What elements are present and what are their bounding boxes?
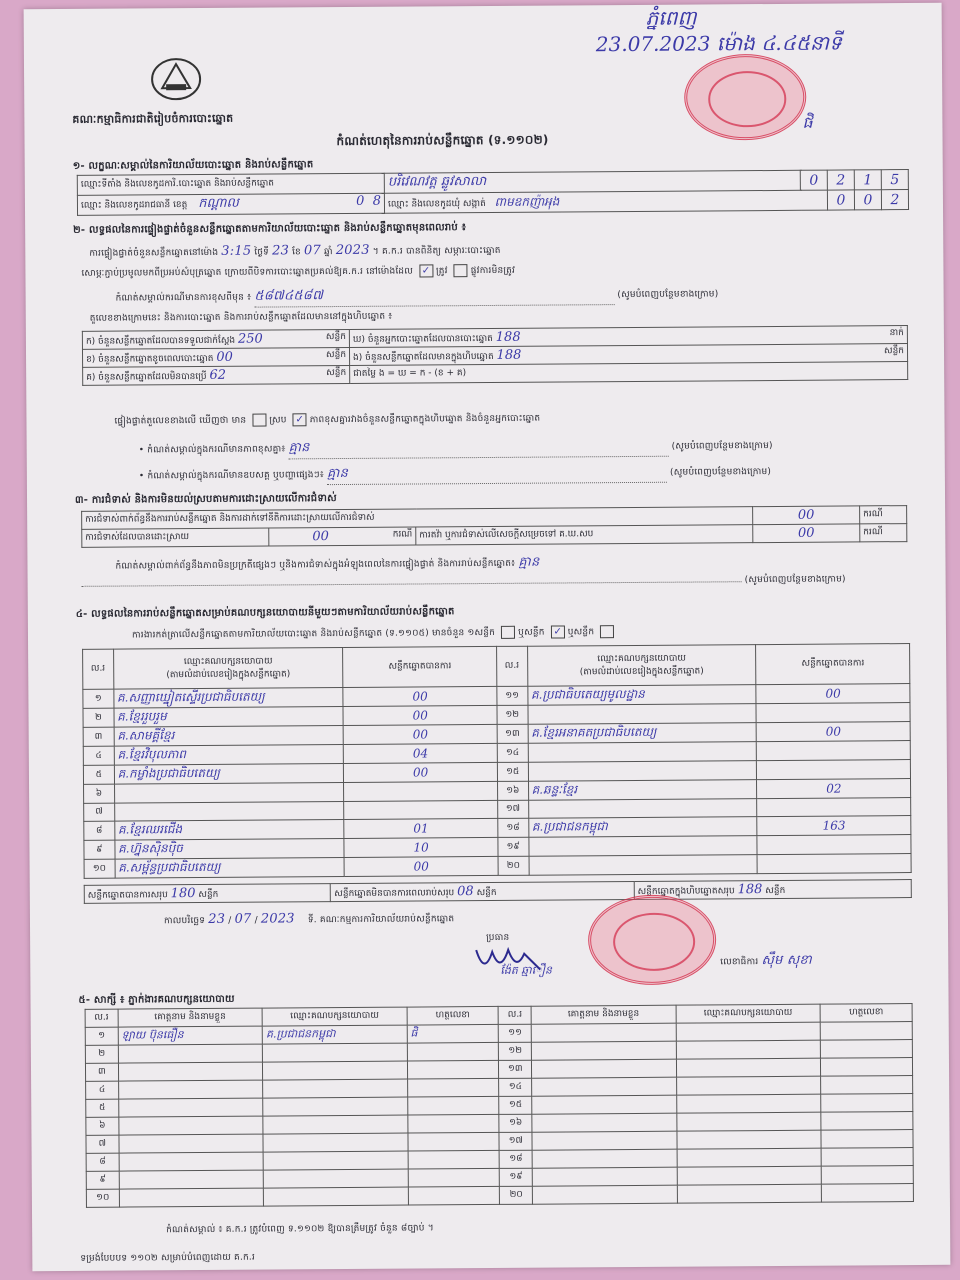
s5-row-no: ៥: [86, 1099, 119, 1117]
s1-row1-value: បរិវេណវត្ត ឆ្លូវសាលា: [384, 170, 800, 193]
s5-row-party: [676, 1022, 821, 1041]
s4-total-box: 188: [737, 881, 763, 897]
s5-row-no: ៧: [86, 1135, 119, 1153]
s5-row-name: [531, 1041, 676, 1060]
s4-sign-label: ទី. គណៈកម្មការការិយាល័យរាប់សន្លឹកឆ្នោត: [307, 914, 455, 926]
s5-row-name: [119, 1116, 264, 1135]
s5-row-party: [263, 1133, 408, 1152]
s4-row-party: [528, 742, 757, 763]
s4-date-label: កាលបរិច្ឆេទ: [163, 915, 206, 927]
count-c-label: គ) ចំនួនសន្លឹកឆ្នោតដែលមិនបានប្រើ: [86, 371, 207, 383]
s4-row-party: គ.សម្ព័ន្ធប្រជាធិបតេយ្យ: [115, 858, 345, 879]
s4-row-votes: 01: [344, 818, 498, 838]
s1-row2-label: ឈ្មោះ និងលេខកូដរាជធានី ខេត្ត: [80, 200, 188, 211]
emblem-logo: [144, 54, 208, 104]
s5-row-name: [531, 1023, 676, 1042]
s5-row-party: [677, 1184, 822, 1203]
s5-row-signature: [821, 1058, 913, 1077]
s5-col-name-left: គោត្តនាម និងនាមខ្លួន: [118, 1008, 263, 1027]
count-b-unit: សន្លឹក: [325, 349, 347, 360]
s5-row-signature: [820, 1022, 912, 1041]
s5-row-party: [263, 1151, 408, 1170]
s3-table: [81, 505, 907, 548]
s5-row-name: [532, 1095, 677, 1114]
s4-row-votes: 04: [344, 743, 498, 763]
s4-col-party-left: ឈ្មោះគណបក្សនយោបាយ: [183, 655, 273, 667]
s5-row-name: [118, 1062, 263, 1081]
s2-note1-value: គ្មាន: [289, 437, 669, 460]
s4-row-votes: 00: [757, 722, 911, 742]
count-a-unit: សន្លឹក: [325, 331, 346, 342]
s4-date-y: 2023: [260, 911, 295, 927]
s4-results-table: [82, 643, 912, 879]
s5-row-signature: [408, 1186, 500, 1205]
s2-opt2-checkbox[interactable]: [454, 264, 468, 277]
s1-code-2: 1: [854, 170, 881, 190]
s4-col-party-sub-left: (តាមលំដាប់លេខរៀងក្នុងសន្លឹកឆ្នោត): [166, 668, 291, 680]
s2-note2-value: គ្មាន: [327, 463, 667, 485]
s4-row-no: ១៥: [497, 762, 528, 781]
s4-row-party: គ.ឆន្ទៈខ្មែរ: [528, 780, 757, 801]
s2-check-opt2-checkbox[interactable]: ✓: [293, 413, 307, 426]
s4-col-party-sub-right: (តាមលំដាប់លេខរៀងក្នុងសន្លឹកឆ្នោត): [579, 665, 704, 677]
form-title: កំណត់ហេតុនៃការរាប់សន្លឹកឆ្នោត (ទ.១១០២): [336, 132, 549, 149]
s5-witness-body: [85, 1022, 913, 1208]
s1-province-value: កណ្តាល: [198, 195, 239, 212]
s1-commune-code-1: 0: [854, 190, 881, 210]
s5-row-no: ១៤: [499, 1078, 532, 1096]
handwritten-datetime: 23.07.2023 ម៉ោង ៤.៤៥នាទី: [595, 30, 842, 57]
s4-row-no: ២: [83, 708, 114, 727]
s4-row-no: ១៨: [498, 818, 529, 837]
s5-col-sig-left: ហត្ថលេខា: [407, 1006, 499, 1025]
s2-seal-label: កំណត់សម្គាល់ករណីមានការខុសពីមុន ៖: [115, 292, 252, 304]
s4-row-no: ១៩: [498, 837, 529, 856]
s3-note-label: កំណត់សម្គាល់ពាក់ព័ន្ធនឹងភាពមិនប្រក្រតីផ្សេងៗ ឬនិងការជំទាស់ក្នុងអំឡុងពេលនៃការផ្ទៀងផ្ទាត់ និងការរាប់សន្លឹកឆ្នោត៖: [115, 558, 516, 572]
s5-row-name: [532, 1185, 677, 1204]
s4-row-no: ៨: [84, 821, 115, 840]
s4-sub: [132, 625, 617, 642]
s4-row-votes: [757, 835, 911, 855]
s2-note2-label: • កំណត់សម្គាល់ក្នុងករណីមានឧបសគ្គ ឬបញ្ហាផ្សេងៗ៖: [138, 470, 324, 482]
count-d-label: ឃ) ចំនួនអ្នកបោះឆ្នោតដែលបានបោះឆ្នោត: [352, 333, 493, 345]
s4-row-party: គ.ប្រជាធិបតេយ្យមូលដ្ឋាន: [527, 685, 756, 706]
count-c-value: 62: [209, 367, 227, 383]
s4-row-party: គ.ខ្មែររួបរួម: [114, 707, 344, 728]
s3-hint: (សូមបំពេញបន្ថែមខាងក្រោម): [744, 574, 846, 586]
s5-row-signature: [821, 1148, 913, 1167]
count-b-label: ខ) ចំនួនសន្លឹកឆ្នោតខូចពេលបោះឆ្នោត: [86, 353, 214, 365]
s5-row-name: [119, 1188, 264, 1207]
s4-total-box-label: សន្លឹកឆ្នោតក្នុងហិបឆ្នោតសរុប: [637, 885, 735, 897]
s5-col-party-left: ឈ្មោះគណបក្សនយោបាយ: [262, 1007, 407, 1026]
s4-totals: [84, 879, 912, 904]
handwritten-place: ភ្នំពេញ: [645, 5, 697, 30]
s4-row-no: ៦: [84, 784, 115, 803]
s2-day-label: ថ្ងៃទី: [254, 247, 270, 258]
s5-row-name: [532, 1077, 677, 1096]
s4-col-votes-right: សន្លឹកឆ្នោតបានការ: [756, 644, 910, 685]
s3-row2b-label: ការតវ៉ា ឬការជំទាស់លើសេចក្តីសម្រេចទៅ គ.ឃ.សប: [416, 525, 753, 545]
s3-row1-unit: ករណី: [860, 506, 907, 524]
footer-note: កំណត់សម្គាល់ ៖ គ.ក.រ ត្រូវបំពេញ ទ.១១០២ ឱ្យបានត្រឹមត្រូវ ចំនួន ៨ច្បាប់ ។: [166, 1223, 434, 1236]
s5-row-no: ១១: [499, 1024, 532, 1042]
s4-row-votes: [757, 798, 911, 817]
secretary-name: ស៊ឹម សុខា: [761, 952, 813, 969]
s1-province-code-1: 8: [372, 193, 382, 209]
count-e-unit: សន្លឹក: [883, 345, 905, 356]
s4-sub-text: ការងារកត់ត្រាលើសន្លឹកឆ្នោតតាមការិយាល័យបោះឆ្នោត និងរាប់សន្លឹកឆ្នោត (ទ.១១០៥) មានចំនួន ១សន្លឹក: [131, 627, 496, 641]
s2-line1-post: ។ គ.ក.រ បានពិនិត្យ សម្ភារៈបោះឆ្នោត: [372, 245, 501, 257]
s5-row-name: [532, 1167, 677, 1186]
s2-seal-value: ៥៨៧៤៥៨៧: [254, 285, 614, 308]
s4-total-valid-label: សន្លឹកឆ្នោតបានការសរុប: [87, 889, 168, 901]
s5-row-party: [263, 1169, 408, 1188]
s2-hint-1: (សូមបំពេញបន្ថែមខាងក្រោម): [617, 289, 719, 301]
s5-row-signature: ផិ: [407, 1024, 499, 1043]
s5-row-party: [263, 1079, 408, 1098]
s5-row-party: [677, 1130, 822, 1149]
s5-col-name-right: គោត្តនាម និងនាមខ្លួន: [531, 1005, 676, 1024]
s5-row-signature: [408, 1114, 500, 1133]
s1-commune-label: ឈ្មោះ និងលេខកូដឃុំ សង្កាត់: [387, 198, 486, 210]
s4-row-no: ៥: [83, 765, 114, 784]
s5-col-party-right: ឈ្មោះគណបក្សនយោបាយ: [676, 1004, 821, 1023]
s4-total-invalid: 08: [457, 883, 474, 899]
s4-row-party: [528, 836, 757, 857]
section1-heading: ១- លក្ខណៈសម្គាល់នៃការិយាល័យបោះឆ្នោត និងរាប់សន្លឹកឆ្នោត: [72, 159, 314, 172]
s4-row-votes: 10: [344, 837, 498, 857]
section5-heading: ៥- សាក្សី ៖ ភ្នាក់ងារគណបក្សនយោបាយ: [78, 993, 235, 1006]
s5-row-no: ១៣: [499, 1060, 532, 1078]
s3-row2b-unit: ករណី: [860, 524, 907, 542]
s2-check-opt2: ភាពខុសគ្នារវាងចំនួនសន្លឹកឆ្នោតក្នុងហិបឆ្នោត និងចំនួនអ្នកបោះឆ្នោត: [309, 413, 541, 426]
s5-row-no: ១៩: [500, 1168, 533, 1186]
handwritten-initials: ផិ: [802, 112, 813, 132]
s5-row-signature: [821, 1184, 913, 1203]
s5-row-name: [119, 1134, 264, 1153]
secretary-label: លេខាធិការ: [720, 957, 759, 968]
section1-table: [77, 169, 909, 216]
s2-line1-pre: ការផ្ទៀងផ្ទាត់ចំនួនសន្លឹកឆ្នោតនៅម៉ោង: [89, 247, 219, 259]
s4-date-line: កាលបរិច្ឆេទ 23 / 07 / 2023 ទី. គណៈកម្មការការិយាល័យរាប់សន្លឹកឆ្នោត: [163, 911, 455, 927]
section4-heading: ៤- លទ្ធផលនៃការរាប់សន្លឹកឆ្នោតសម្រាប់គណបក្សនយោបាយនីមួយៗតាមការិយាល័យរាប់សន្លឹកឆ្នោត: [75, 606, 455, 620]
s2-note2: [139, 462, 771, 486]
s5-col-no-left: ល.រ: [85, 1009, 118, 1027]
s4-row-party: [529, 855, 758, 876]
s4-total-valid-unit: សន្លឹក: [198, 889, 219, 900]
s1-commune-code-0: 0: [827, 190, 854, 210]
s5-row-no: ១២: [499, 1042, 532, 1060]
s5-row-signature: [821, 1094, 913, 1113]
s5-row-party: [263, 1115, 408, 1134]
s3-row1-label: ការជំទាស់ពាក់ព័ន្ធនឹងការរាប់សន្លឹកឆ្នោត និងការដាក់ទៅនីតិការដោះស្រាយលើការជំទាស់: [82, 507, 753, 530]
s4-row-party: គ.សាមគ្គីខ្មែរ: [114, 726, 344, 747]
s5-col-no-right: ល.រ: [499, 1006, 532, 1024]
s3-row1-value: 00: [753, 506, 860, 525]
s5-row-name: ឡាយ ប៊ុនធឿន: [118, 1026, 263, 1045]
s2-opt1-label: ត្រូវ: [436, 266, 448, 277]
s5-row-no: ១៥: [499, 1096, 532, 1114]
s4-opt0-checkbox[interactable]: [501, 626, 515, 639]
s1-code-3: 5: [881, 170, 908, 190]
s4-row-no: ៣: [83, 727, 114, 746]
s5-row-party: គ.ប្រជាជនកម្ពុជា: [262, 1025, 407, 1044]
count-a-label: ក) ចំនួនសន្លឹកឆ្នោតដែលបានទទួលជាក់ស្តែង: [85, 335, 236, 347]
s4-row-votes: 00: [344, 724, 498, 744]
s4-row-votes: [758, 854, 912, 874]
s4-date-m: 07: [234, 911, 252, 927]
s4-row-no: ១០: [84, 859, 115, 878]
s2-seal-line: [116, 284, 719, 308]
s5-row-signature: [821, 1166, 913, 1185]
s4-row-no: ៤: [83, 746, 114, 765]
s5-row-no: ១៦: [499, 1114, 532, 1132]
s5-row-no: ២: [85, 1045, 118, 1063]
s4-row-no: ១: [83, 689, 114, 708]
s4-row-votes: 163: [757, 816, 911, 836]
section3-heading: ៣- ការជំទាស់ និងការមិនយល់ស្របតាមការដោះស្រាយលើការជំទាស់: [74, 493, 337, 506]
s5-row-no: ៨: [86, 1153, 119, 1171]
s3-note: [115, 554, 539, 576]
footer-form: ទម្រង់បែបបទ ១១០២ សម្រាប់បំពេញដោយ គ.ក.រ: [80, 1252, 256, 1264]
s3-row2-value: 00: [312, 529, 329, 545]
s4-row-votes: 00: [343, 705, 497, 725]
s4-col-no-left: ល.រ: [83, 649, 114, 689]
s4-opt2-label: ឬសន្លឹក: [567, 627, 595, 638]
s2-line2-text: សោម្ភៈភ្ជាប់ប្រមូលមកពីប្រអប់សំបុត្រឆ្នោត ក្រោយពីបិទការបោះឆ្នោតប្រគល់ឱ្យគ.ក.រ នៅម៉ោងដែល: [81, 266, 414, 279]
s1-code-1: 2: [827, 170, 854, 190]
s4-col-no-right: ល.រ: [497, 646, 528, 686]
s5-row-party: [676, 1040, 821, 1059]
s4-row-votes: [756, 703, 910, 723]
count-a-value: 250: [237, 331, 263, 347]
s4-row-votes: 00: [344, 762, 498, 782]
s5-row-signature: [821, 1076, 913, 1095]
s3-row2-unit: ករណី: [392, 529, 413, 540]
s4-row-party: [528, 761, 757, 782]
president-label: ប្រធាន: [486, 932, 510, 944]
s4-row-no: ៧: [84, 803, 115, 821]
s1-commune-value: ពាមឧកញ៉ាអុង: [494, 193, 560, 209]
s2-check-opt1-checkbox[interactable]: [252, 414, 266, 427]
s1-code-0: 0: [800, 170, 827, 190]
official-stamp-bottom: [588, 894, 717, 985]
s2-counts-table: [82, 325, 908, 386]
committee-name: គណៈកម្មាធិការជាតិរៀបចំការបោះឆ្នោត: [72, 111, 234, 126]
s4-row-party: [528, 704, 757, 725]
s5-row-no: ៦: [86, 1117, 119, 1135]
s4-opt1-label: ឬសន្លឹក: [518, 627, 545, 638]
s4-row-party: គ.ហ្វ៊ុនស៊ិនប៉ិច: [115, 839, 345, 860]
s2-hint-3: (សូមបំពេញបន្ថែមខាងក្រោម): [670, 467, 772, 478]
s5-row-party: [676, 1058, 821, 1077]
s4-row-votes: [344, 800, 498, 819]
president-name: ង៉ែត ឆ្មាឿន: [500, 963, 552, 977]
s4-total-invalid-label: សន្លឹកឆ្នោតមិនបានការពេលរាប់សរុប: [334, 887, 455, 899]
s5-row-name: [118, 1098, 263, 1117]
s2-subhead: តួលេខខាងក្រោមនេះ និងការបោះឆ្នោត និងការរាប់សន្លឹកឆ្នោតដែលមាននៅក្នុងហិបឆ្នោត ៖: [89, 311, 393, 324]
s5-row-signature: [407, 1042, 499, 1061]
s3-row2-label: ការជំទាស់ដែលបានដោះស្រាយ: [82, 528, 269, 547]
s5-row-no: ៣: [85, 1063, 118, 1081]
s5-row-signature: [407, 1096, 499, 1115]
s2-line2: [81, 264, 515, 281]
s4-row-votes: 00: [344, 856, 498, 876]
s1-commune-code-2: 2: [881, 190, 908, 210]
s4-row-no: ១៦: [497, 781, 528, 800]
s4-row-no: ៩: [84, 840, 115, 859]
s4-row-no: ១៧: [498, 800, 529, 818]
s5-row-party: [263, 1061, 408, 1080]
s5-row-signature: [820, 1040, 912, 1059]
s4-row-no: ១២: [497, 705, 528, 724]
official-stamp-top: [684, 54, 807, 141]
s5-row-party: [677, 1148, 822, 1167]
s2-year: 2023: [335, 242, 370, 259]
section2-heading: ២- លទ្ធផលនៃការផ្ទៀងផ្ទាត់ចំនួនសន្លឹកឆ្នោតតាមការិយាល័យបោះឆ្នោត និងរាប់សន្លឹកឆ្នោតមុនពេលរាប់ ៖: [73, 222, 467, 236]
s4-row-party: គ.ប្រជាជនកម្ពុជា: [528, 817, 757, 838]
s2-month-label: ខែ: [292, 247, 301, 258]
s5-row-signature: [407, 1078, 499, 1097]
s2-time: 3:15: [221, 243, 252, 259]
s5-row-party: [676, 1112, 821, 1131]
count-d-unit: នាក់: [889, 327, 904, 338]
count-e-label: ង) ចំនួនសន្លឹកឆ្នោតដែលមានក្នុងហិបឆ្នោត: [353, 351, 494, 363]
s5-row-no: ២០: [500, 1186, 533, 1204]
s4-total-valid: 180: [170, 885, 196, 901]
s4-row-party: គ.ខ្មែរឈរជើង: [114, 820, 344, 841]
s4-row-votes: [757, 741, 911, 761]
s5-row-name: [532, 1131, 677, 1150]
s4-row-votes: 00: [756, 684, 910, 704]
s4-col-votes-left: សន្លឹកឆ្នោតបានការ: [343, 646, 497, 687]
s5-row-party: [263, 1043, 408, 1062]
s4-row-party: គ.កម្លាំងប្រជាធិបតេយ្យ: [114, 764, 344, 785]
s2-check-text: ផ្ទៀងផ្ទាត់តួលេខខាងលើ ឃើញថា មាន: [114, 415, 247, 427]
s4-row-votes: 02: [757, 779, 911, 799]
s5-row-no: ៤: [86, 1081, 119, 1099]
s2-check-line: [114, 412, 540, 429]
s2-note1-label: • កំណត់សម្គាល់ក្នុងករណីមានភាពខុសគ្នា៖: [138, 444, 286, 456]
s5-row-no: ១៨: [500, 1150, 533, 1168]
count-formula: ជាតម្លៃ ង = ឃ = ក - (ខ + គ): [353, 368, 467, 379]
s4-total-box-unit: សន្លឹក: [765, 885, 786, 896]
s5-row-party: [264, 1187, 409, 1206]
s5-row-name: [118, 1044, 263, 1063]
s4-row-party: គ.ខ្មែរវិបុលភាព: [114, 745, 344, 766]
s4-row-party: [114, 802, 344, 822]
s4-results-body: [83, 684, 911, 879]
s3-hint-line: [82, 573, 846, 591]
s5-row-name: [119, 1170, 264, 1189]
s2-year-label: ឆ្នាំ: [323, 247, 333, 258]
s5-row-no: ១០: [86, 1189, 119, 1207]
s2-day: 23: [272, 243, 290, 259]
s5-row-party: [263, 1097, 408, 1116]
s4-row-votes: [757, 760, 911, 780]
s5-row-signature: [407, 1060, 499, 1079]
s2-note1: [139, 436, 773, 460]
s5-row-name: [118, 1080, 263, 1099]
s5-witness-table: [85, 1003, 914, 1208]
s5-row-no: ១: [85, 1027, 118, 1045]
s4-row-party: គ.ខ្មែរអនាគតប្រជាធិបតេយ្យ: [528, 723, 757, 744]
secretary-line: [720, 952, 812, 972]
s1-province-code-0: 0: [356, 193, 365, 209]
count-e-value: 188: [496, 347, 522, 363]
s4-row-no: ១៤: [497, 743, 528, 762]
s5-row-signature: [408, 1168, 500, 1187]
s4-row-party: [114, 783, 344, 804]
s4-row-votes: [344, 781, 498, 801]
s2-month: 07: [303, 243, 321, 259]
s4-row-votes: 00: [343, 686, 497, 706]
s5-row-no: ១៧: [499, 1132, 532, 1150]
s4-col-party-right: ឈ្មោះគណបក្សនយោបាយ: [597, 653, 686, 664]
s4-row-party: [528, 799, 757, 819]
s1-row1-label: ឈ្មោះទីតាំង និងលេខកូដការិ.បោះឆ្នោត និងរាប់សន្លឹកឆ្នោត: [77, 173, 384, 195]
s2-line1: [89, 242, 500, 261]
s5-row-name: [532, 1113, 677, 1132]
s5-row-name: [532, 1059, 677, 1078]
form-sheet: [24, 3, 951, 1271]
s5-row-signature: [821, 1130, 913, 1149]
s4-row-no: ១៣: [497, 724, 528, 743]
s5-row-party: [676, 1094, 821, 1113]
s5-row-party: [677, 1166, 822, 1185]
s2-hint-2: (សូមបំពេញបន្ថែមខាងក្រោម): [671, 441, 773, 452]
s5-row-no: ៩: [86, 1171, 119, 1189]
s4-row-no: ២០: [498, 856, 529, 875]
s2-opt2-label: ផ្លូវការមិនត្រូវ: [470, 265, 516, 277]
count-c-unit: សន្លឹក: [326, 367, 347, 378]
s2-check-opt1: ស្រប: [269, 415, 287, 426]
s4-date-d: 23: [208, 911, 226, 927]
s4-row-no: ១១: [497, 686, 528, 705]
s4-total-invalid-unit: សន្លឹក: [476, 887, 497, 898]
s4-opt1-checkbox[interactable]: ✓: [551, 625, 565, 638]
s2-opt1-checkbox[interactable]: ✓: [419, 264, 433, 277]
s4-row-party: គ.សញ្ញាឃ្នៀតស្ទើរប្រជាធិបតេយ្យ: [113, 688, 343, 709]
s5-col-sig-right: ហត្ថលេខា: [820, 1004, 912, 1023]
s3-row2b-value: 00: [753, 524, 860, 543]
count-d-value: 188: [495, 329, 521, 345]
count-b-value: 00: [216, 349, 233, 365]
s5-row-signature: [408, 1132, 500, 1151]
s3-note-value: គ្មាន: [518, 554, 540, 570]
s4-opt2-checkbox[interactable]: [600, 625, 614, 638]
s5-row-name: [532, 1149, 677, 1168]
s5-row-party: [676, 1076, 821, 1095]
s5-row-name: [119, 1152, 264, 1171]
s5-row-signature: [821, 1112, 913, 1131]
s5-row-signature: [408, 1150, 500, 1169]
